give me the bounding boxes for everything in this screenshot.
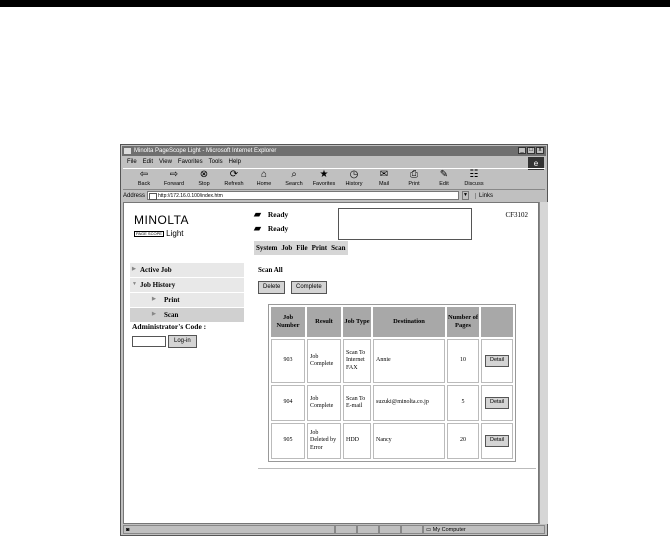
browser-toolbar	[123, 168, 545, 190]
tab-print[interactable]: Print	[311, 244, 328, 252]
cell-destination: Annie	[373, 339, 445, 383]
maximize-button[interactable]: □	[527, 147, 535, 154]
menu-favorites[interactable]: Favorites	[177, 159, 203, 165]
favorites-icon: ★	[319, 169, 329, 180]
scanner-status: Ready	[267, 224, 289, 233]
minimize-button[interactable]: _	[518, 147, 526, 154]
window-title: Minolta PageScope Light - Microsoft Internet Explorer	[134, 148, 277, 154]
print-icon: ⎙	[410, 169, 418, 180]
bullet-arrow-icon: ▶	[152, 312, 156, 317]
status-segment	[401, 525, 423, 534]
table-row	[271, 385, 513, 421]
table-row	[271, 339, 513, 383]
detail-button[interactable]: Detail	[485, 435, 509, 447]
menu-tools[interactable]: Tools	[208, 159, 223, 165]
forward-icon: ⇨	[169, 169, 179, 180]
cell-job-number: 903	[271, 339, 305, 383]
printer-icon: ▰	[254, 209, 261, 219]
address-bar	[123, 190, 545, 201]
status-text-segment	[123, 525, 335, 534]
cell-job-type: Scan To E-mail	[343, 385, 371, 421]
admin-code-label: Administrator's Code :	[132, 322, 207, 331]
print-button[interactable]: ⎙ Print	[399, 169, 429, 188]
tab-file[interactable]: File	[296, 244, 308, 252]
sidebar-item-scan[interactable]: ▶ Scan	[130, 308, 244, 322]
tab-system[interactable]: System	[256, 244, 278, 252]
discuss-button[interactable]: ☷ Discuss	[459, 169, 489, 188]
divider	[258, 468, 536, 469]
cell-result: Job Complete	[307, 385, 341, 421]
close-button[interactable]: x	[536, 147, 544, 154]
table-row	[271, 423, 513, 459]
forward-button[interactable]: ⇨ Forward	[159, 169, 189, 188]
history-button[interactable]: ◷ History	[339, 169, 369, 188]
minolta-logo: MINOLTA	[134, 213, 190, 227]
stop-button[interactable]: ⊗ Stop	[189, 169, 219, 188]
search-icon: ⌕	[291, 169, 297, 180]
ie-app-icon	[124, 148, 131, 154]
sidebar-item-job-history[interactable]: ▼ Job History	[130, 278, 244, 292]
main-tabs	[254, 241, 348, 255]
cell-action	[481, 339, 513, 383]
status-segment	[357, 525, 379, 534]
header-number-of-pages: Number of Pages	[447, 307, 479, 337]
computer-icon: ▭	[426, 527, 432, 533]
bullet-arrow-icon: ▶	[132, 267, 136, 272]
address-dropdown-button[interactable]: ▼	[463, 192, 468, 198]
expanded-arrow-icon: ▼	[132, 282, 137, 287]
cell-pages: 10	[447, 339, 479, 383]
detail-button[interactable]: Detail	[485, 355, 509, 367]
sidebar-item-active-job[interactable]: ▶ Active Job	[130, 263, 244, 277]
tab-scan[interactable]: Scan	[331, 244, 346, 252]
bullet-arrow-icon: ▶	[152, 297, 156, 302]
cell-result: Job Deleted by Error	[307, 423, 341, 459]
pagescope-product-name: Light	[166, 229, 184, 238]
menubar	[123, 157, 241, 167]
scanner-icon: ▰	[254, 223, 261, 233]
login-button[interactable]: Log-in	[168, 335, 197, 348]
refresh-icon: ⟳	[229, 169, 239, 180]
zone-segment	[423, 525, 545, 534]
scanner-status-row	[254, 223, 288, 234]
printer-status-row	[254, 209, 288, 220]
cell-action	[481, 423, 513, 459]
pagescope-light-logo	[134, 229, 184, 238]
cell-action	[481, 385, 513, 421]
cell-pages: 5	[447, 385, 479, 421]
favorites-button[interactable]: ★ Favorites	[309, 169, 339, 188]
header-action	[481, 307, 513, 337]
discuss-icon: ☷	[469, 169, 479, 180]
status-message-box	[338, 208, 472, 240]
home-icon: ⌂	[260, 169, 268, 180]
browser-window	[120, 144, 548, 536]
home-button[interactable]: ⌂ Home	[249, 169, 279, 188]
page-done-icon: ◙	[126, 527, 130, 533]
top-black-bar	[0, 0, 670, 7]
header-result: Result	[307, 307, 341, 337]
pagescope-mini-logo: PAGE SCOPE	[136, 230, 162, 236]
cell-destination: Nancy	[373, 423, 445, 459]
edit-button[interactable]: ✎ Edit	[429, 169, 459, 188]
printer-status: Ready	[267, 210, 289, 219]
job-history-table	[268, 304, 516, 462]
menu-file[interactable]: File	[127, 159, 137, 165]
cell-job-type: Scan To Internet FAX	[343, 339, 371, 383]
page-icon	[149, 193, 157, 200]
zone-label: My Computer	[432, 527, 466, 533]
header-job-number: Job Number	[271, 307, 305, 337]
mail-button[interactable]: ✉ Mail	[369, 169, 399, 188]
section-title: Scan All	[258, 266, 283, 274]
stop-icon: ⊗	[199, 169, 209, 180]
page-content	[123, 202, 539, 524]
mail-icon: ✉	[379, 169, 389, 180]
admin-code-input[interactable]	[132, 336, 166, 347]
address-input[interactable]	[147, 191, 459, 200]
address-label: Address	[123, 192, 146, 199]
table-header-row	[271, 307, 513, 337]
sidebar	[124, 203, 246, 523]
address-url: http://172.16.0.100/index.htm	[158, 193, 223, 199]
complete-button[interactable]: Complete	[291, 281, 327, 294]
menu-view[interactable]: View	[159, 159, 172, 165]
refresh-button[interactable]: ⟳ Refresh	[219, 169, 249, 188]
window-titlebar	[122, 146, 546, 156]
links-button[interactable]: Links	[475, 193, 493, 199]
status-segment	[379, 525, 401, 534]
header-job-type: Job Type	[343, 307, 371, 337]
menu-help[interactable]: Help	[228, 159, 241, 165]
menu-edit[interactable]: Edit	[142, 159, 154, 165]
cell-result: Job Complete	[307, 339, 341, 383]
cell-job-number: 905	[271, 423, 305, 459]
delete-button[interactable]: Delete	[258, 281, 285, 294]
status-segment	[335, 525, 357, 534]
ie-throbber-icon: e	[528, 157, 544, 170]
main-panel	[252, 203, 539, 523]
back-icon: ⇦	[139, 169, 149, 180]
cell-job-number: 904	[271, 385, 305, 421]
detail-button[interactable]: Detail	[485, 397, 509, 409]
cell-pages: 20	[447, 423, 479, 459]
cell-destination: suzuki@minolta.co.jp	[373, 385, 445, 421]
cell-job-type: HDD	[343, 423, 371, 459]
search-button[interactable]: ⌕ Search	[279, 169, 309, 188]
edit-icon: ✎	[439, 169, 449, 180]
history-icon: ◷	[349, 169, 359, 180]
back-button[interactable]: ⇦ Back	[129, 169, 159, 188]
header-destination: Destination	[373, 307, 445, 337]
model-name: CF3102	[505, 211, 528, 219]
browser-statusbar	[123, 525, 545, 534]
vertical-scrollbar[interactable]	[539, 202, 548, 524]
tab-job[interactable]: Job	[281, 244, 293, 252]
sidebar-item-print[interactable]: ▶ Print	[130, 293, 244, 307]
